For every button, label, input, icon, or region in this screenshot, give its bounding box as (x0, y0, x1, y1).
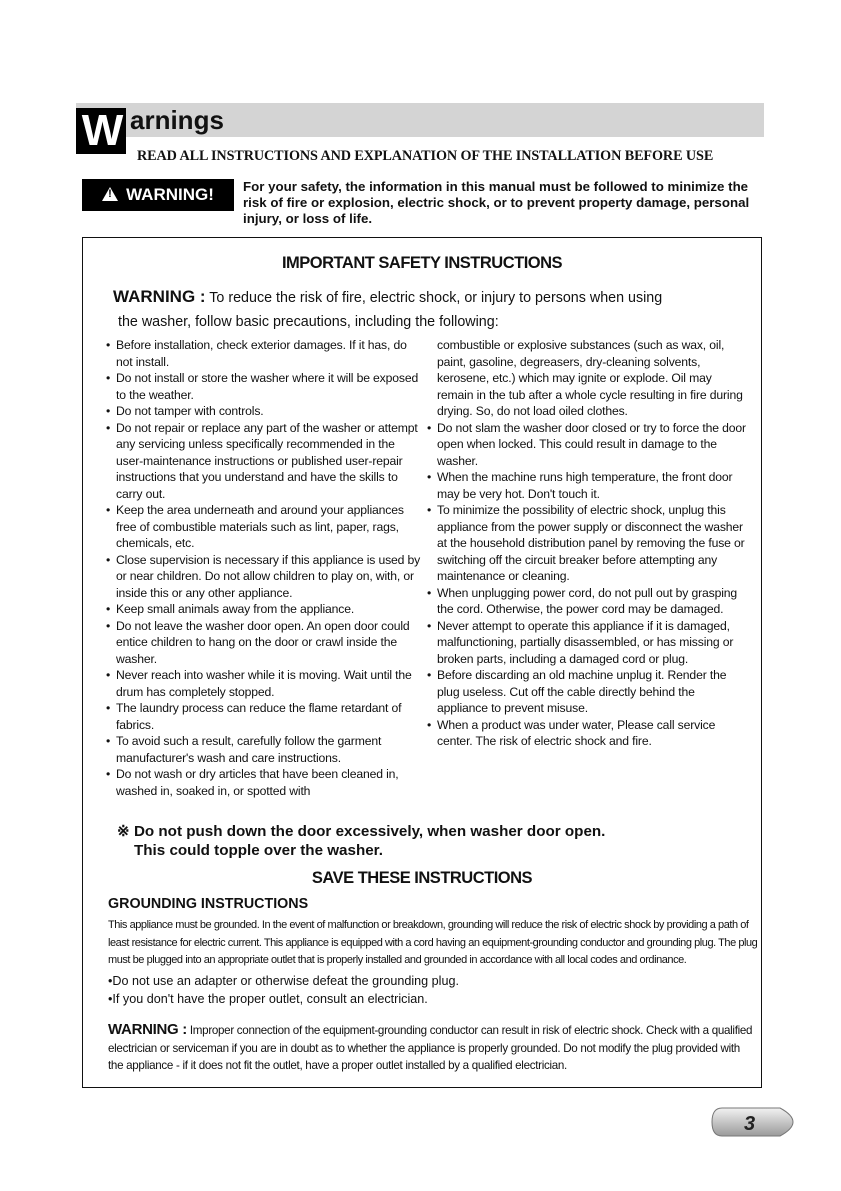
list-item-continuation (426, 337, 746, 420)
safety-list-left (105, 337, 423, 799)
save-instructions-title: SAVE THESE INSTRUCTIONS (311, 869, 533, 887)
list-item-text: Never attempt to operate this appliance if it is damaged, malfunctioning, partially disassembled, or has missing or broken parts, including a damaged cord or plug. (437, 618, 734, 666)
list-item-text: Keep the area underneath and around your appliances free of combustible materials such as lint, paper, rags, chemicals, etc. (116, 503, 404, 550)
grounding-title: GROUNDING INSTRUCTIONS (108, 896, 309, 912)
bullet-icon: • (106, 767, 111, 781)
list-item (108, 990, 758, 1008)
bullet-icon: • (106, 338, 111, 352)
list-item (426, 469, 746, 502)
bullet-icon: • (427, 585, 432, 600)
bullet-icon: • (427, 717, 432, 732)
list-item-text: Keep small animals away from the appliance. (116, 602, 355, 616)
list-item-text: To avoid such a result, carefully follow the garment manufacturer's wash and care instructions. (116, 734, 382, 765)
page-number-tab (710, 1104, 810, 1140)
bullet-icon: • (106, 602, 111, 616)
page-title: arnings (130, 105, 224, 135)
list-item-text: Do not repair or replace any part of the washer or attempt any servicing unless specifically recommended in the user-maintenance instructions or published user-repair instructions that you understand and have the skills to carry out. (116, 420, 418, 501)
push-note-line2: This could topple over the washer. (134, 842, 383, 859)
list-item (105, 700, 423, 733)
list-item (105, 618, 423, 668)
list-item-text: Do not slam the washer door closed or try to force the door open when locked. This could result in damage to the washer. (437, 420, 746, 468)
list-item-text: Do not install or store the washer where it will be exposed to the weather. (116, 371, 419, 402)
bullet-icon: • (427, 470, 432, 484)
list-item-text: Do not wash or dry articles that have been cleaned in, washed in, soaked in, or spotted with (116, 767, 399, 798)
list-item-text: When unplugging power cord, do not pull out by grasping the cord. Otherwise, the power cord may be damaged. (437, 585, 738, 616)
bullet-icon: • (106, 503, 111, 517)
list-item (426, 420, 746, 470)
grounding-warning-text: Improper connection of the equipment-grounding conductor can result in risk of electric shock. Check with a qualified electrician or serviceman if you are in doubt as to whether the appliance is properly grounded. Do not modify the plug provided with the appliance - if it does not fit the outlet, have a proper outlet installed by a qualified electrician. (108, 1024, 753, 1072)
safety-title: IMPORTANT SAFETY INSTRUCTIONS (281, 254, 563, 272)
bullet-icon: • (108, 992, 113, 1006)
safety-warning-label: WARNING : (113, 287, 206, 306)
warning-badge (82, 179, 234, 211)
safety-list-right (426, 337, 746, 750)
grounding-warning (108, 1021, 758, 1075)
title-initial-box: W (76, 108, 126, 154)
bullet-icon: • (427, 503, 432, 517)
warning-badge-label: WARNING! (126, 185, 214, 204)
bullet-icon: • (106, 552, 111, 567)
list-item (105, 667, 423, 700)
list-item-text: Never reach into washer while it is moving. Wait until the drum has completely stopped. (116, 668, 412, 699)
bullet-icon: • (106, 420, 111, 435)
grounding-list (108, 972, 758, 1008)
list-item-text: Do not use an adapter or otherwise defeat the grounding plug. (112, 974, 459, 988)
list-item (105, 502, 423, 552)
bullet-icon: • (108, 974, 113, 988)
safety-intro-line1: To reduce the risk of fire, electric shock, or injury to persons when using (205, 290, 663, 306)
safety-intro (113, 285, 733, 334)
list-item (108, 972, 758, 990)
push-door-note (117, 822, 757, 860)
list-item-text: When a product was under water, Please call service center. The risk of electric shock and fire. (437, 717, 716, 748)
list-item-text: Do not leave the washer door open. An open door could entice children to hang on the door or crawl inside the washer. (116, 618, 410, 666)
list-item-text: Before discarding an old machine unplug it. Render the plug useless. Cut off the cable directly behind the appliance to prevent misuse. (437, 668, 727, 715)
grounding-paragraph: This appliance must be grounded. In the event of malfunction or breakdown, grounding will reduce the risk of electric shock by providing a path of least resistance for electric current. This appliance is equipped with a cord having an equipment-grounding conductor and grounding plug. The plug must be plugged into an appropriate outlet that is properly installed and grounded in accordance with all local codes and ordinance. (108, 919, 758, 966)
list-item (105, 403, 423, 420)
safety-intro-line2: the washer, follow basic precautions, including the following: (118, 314, 499, 330)
warning-badge-text: For your safety, the information in this manual must be followed to minimize the risk of fire or explosion, electric shock, or to prevent property damage, personal injury, or loss of life. (243, 179, 750, 226)
bullet-icon: • (106, 668, 111, 682)
list-item-text: Do not tamper with controls. (116, 404, 264, 418)
list-item (426, 585, 746, 618)
bullet-icon: • (106, 404, 111, 418)
list-item-text: The laundry process can reduce the flame retardant of fabrics. (116, 701, 402, 732)
list-item (105, 370, 423, 403)
list-item (426, 502, 746, 585)
list-item-text: combustible or explosive substances (such as wax, oil, paint, gasoline, degreasers, dry-cleaning solvents, kerosene, etc.) which may ignite or explode. Oil may remain in the tub after a whole cycle resulting in fire during drying. So, do not load oiled clothes. (437, 338, 743, 418)
list-item (105, 420, 423, 503)
warning-triangle-icon (102, 187, 118, 201)
page-number: 3 (744, 1113, 756, 1135)
list-item (426, 667, 746, 717)
list-item (105, 766, 423, 799)
list-item-text: When the machine runs high temperature, the front door may be very hot. Don't touch it. (437, 470, 733, 501)
bullet-icon: • (106, 371, 111, 385)
list-item (426, 717, 746, 750)
bullet-icon: • (106, 618, 111, 633)
bullet-icon: • (427, 618, 432, 633)
bullet-icon: • (106, 734, 111, 748)
list-item-text: If you don't have the proper outlet, consult an electrician. (112, 992, 428, 1006)
list-item (105, 337, 423, 370)
push-note-line1: ※ Do not push down the door excessively, when washer door open. (117, 823, 606, 840)
list-item-text: Before installation, check exterior damages. If it has, do not install. (116, 338, 407, 369)
list-item-text: Close supervision is necessary if this appliance is used by or near children. Do not allow children to play on, with, or inside this or any other appliance. (116, 552, 421, 600)
read-all-subtitle: READ ALL INSTRUCTIONS AND EXPLANATION OF THE INSTALLATION BEFORE USE (137, 148, 714, 164)
list-item (105, 733, 423, 766)
list-item-text: To minimize the possibility of electric shock, unplug this appliance from the power supply or disconnect the washer at the household distribution panel by removing the fuse or switching off the circuit breaker before attempting any maintenance or cleaning. (437, 503, 745, 583)
bullet-icon: • (427, 668, 432, 682)
list-item (105, 552, 423, 602)
bullet-icon: • (427, 420, 432, 435)
list-item (105, 601, 423, 618)
grounding-warning-label: WARNING : (108, 1021, 187, 1038)
bullet-icon: • (106, 701, 111, 715)
list-item (426, 618, 746, 668)
